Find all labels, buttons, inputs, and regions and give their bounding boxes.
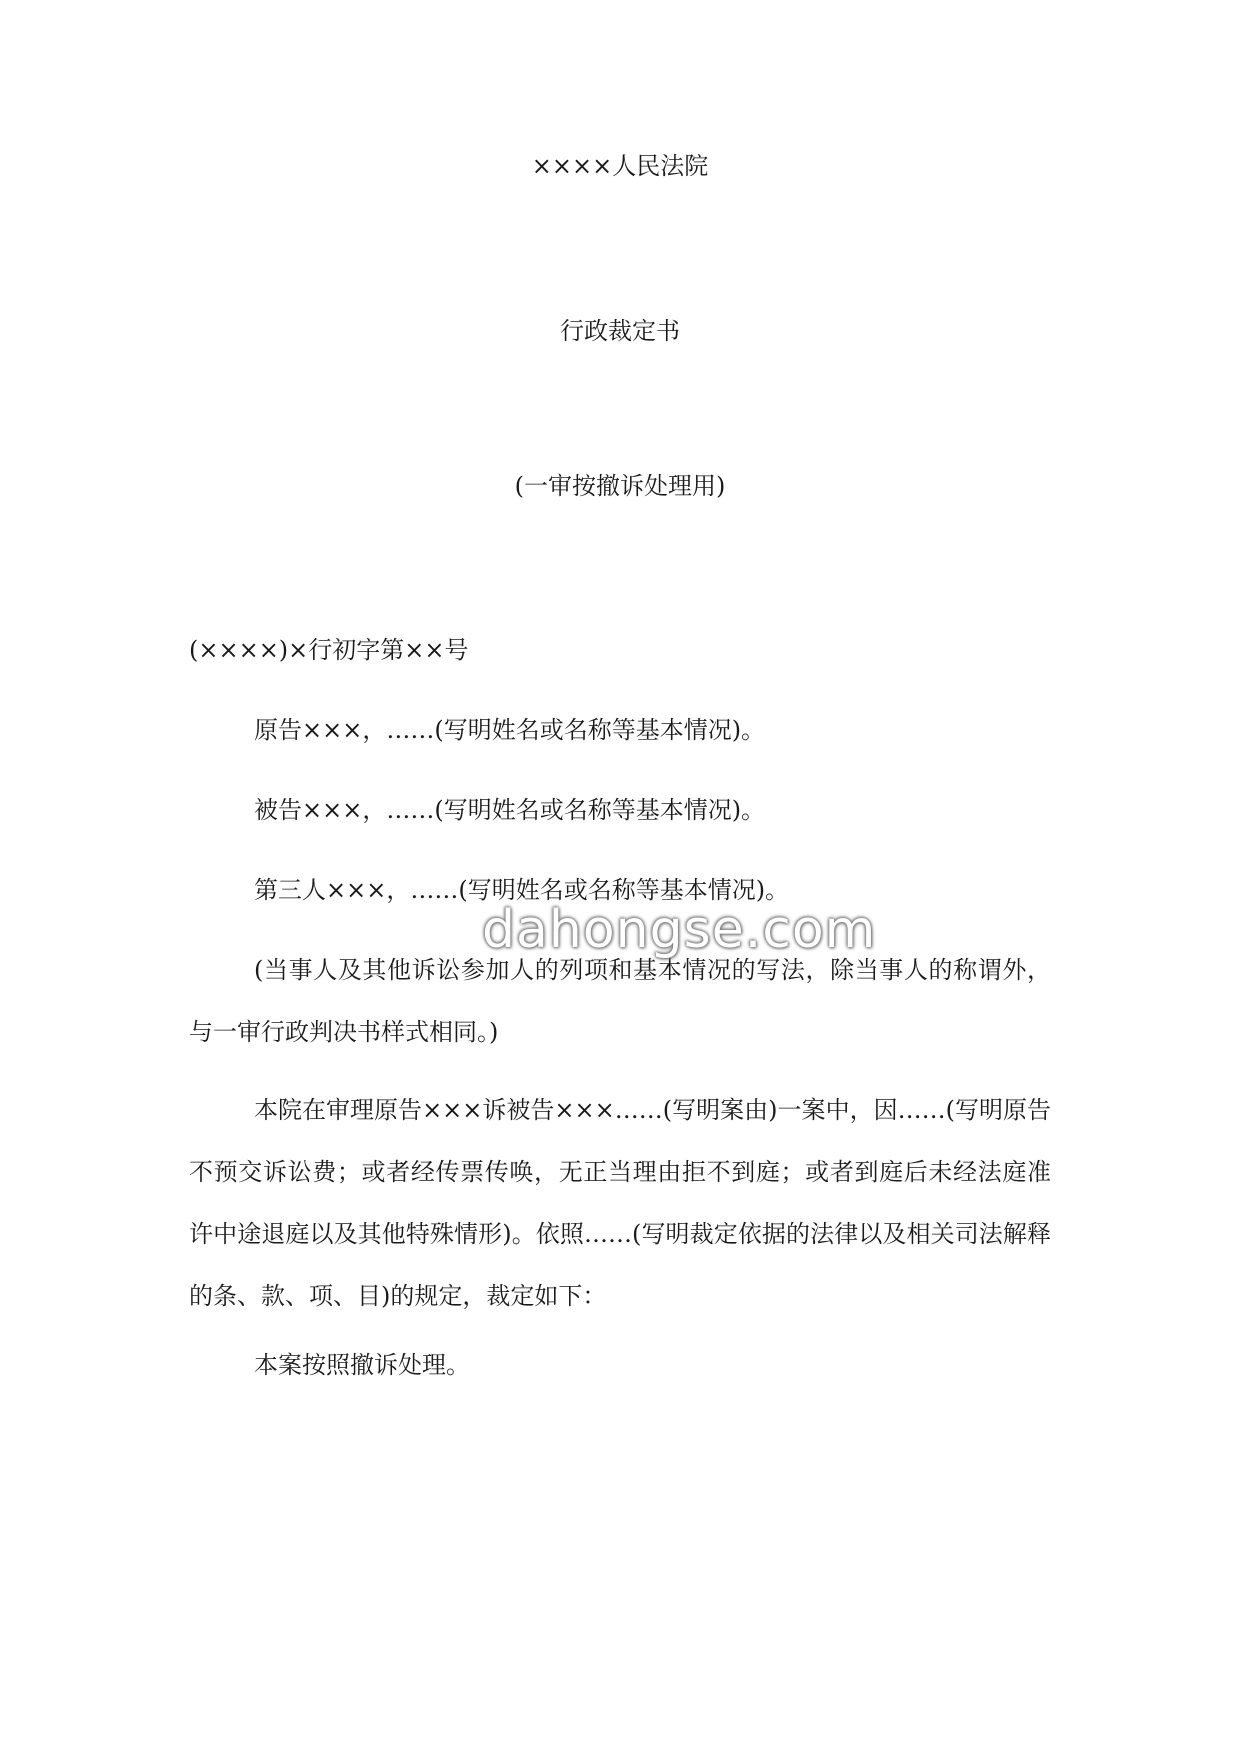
case-number: (××××)×行初字第××号 bbox=[189, 636, 469, 664]
note-paragraph: (当事人及其他诉讼参加人的列项和基本情况的写法，除当事人的称谓外，与一审行政判决书样式相同。) bbox=[189, 956, 1051, 1046]
party-third-party: 第三人×××，……(写明姓名或名称等基本情况)。 bbox=[254, 876, 790, 904]
document-subtitle: (一审按撤诉处理用) bbox=[514, 472, 726, 500]
document-title: 行政裁定书 bbox=[560, 317, 680, 345]
party-defendant: 被告×××，……(写明姓名或名称等基本情况)。 bbox=[254, 796, 766, 824]
party-plaintiff: 原告×××，……(写明姓名或名称等基本情况)。 bbox=[254, 716, 766, 744]
main-paragraph: 本院在审理原告×××诉被告×××……(写明案由)一案中，因……(写明原告不预交诉讼费；或者经传票传唤，无正当理由拒不到庭；或者到庭后未经法庭准许中途退庭以及其他特殊情形)。依照……(写明裁定依据的法律以及相关司法解释的条、款、项、目)的规定，裁定如下： bbox=[189, 1096, 1051, 1310]
court-name: ××××人民法院 bbox=[531, 152, 709, 180]
watermark: dahongse.com bbox=[482, 900, 877, 960]
ruling-text: 本案按照撤诉处理。 bbox=[254, 1351, 470, 1379]
